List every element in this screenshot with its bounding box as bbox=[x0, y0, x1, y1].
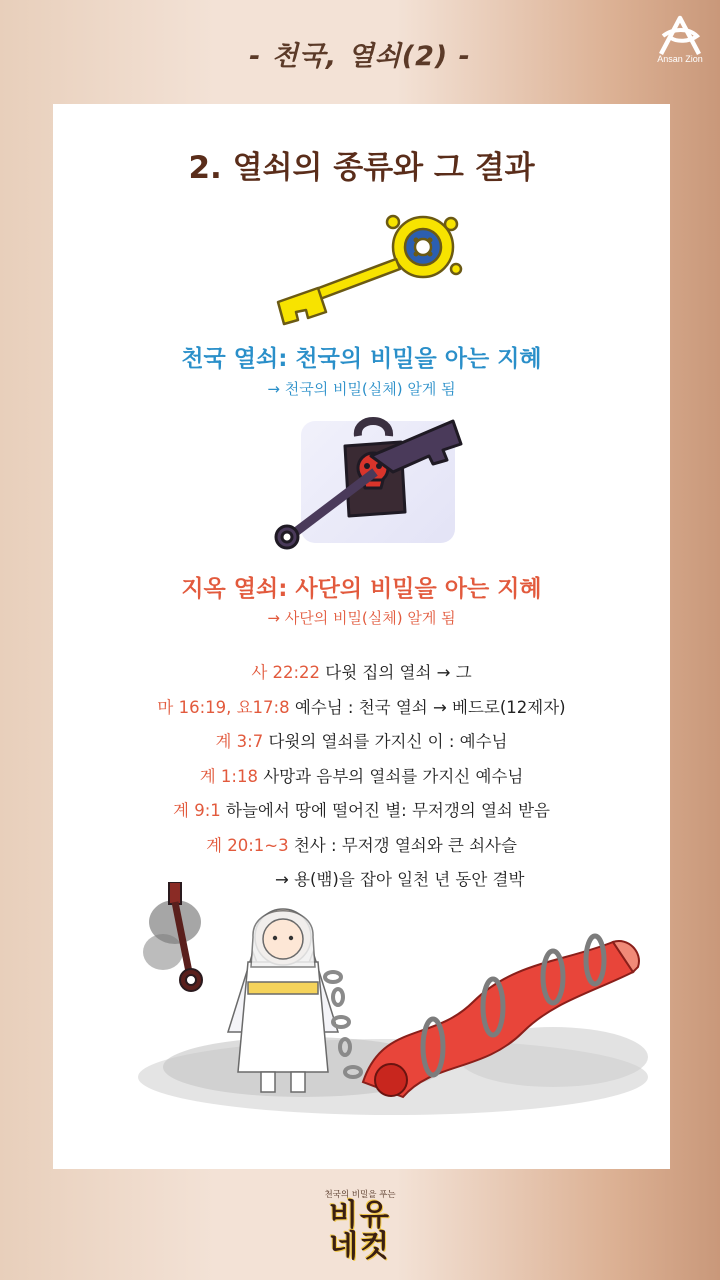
reference-citation: 계 20:1~3 bbox=[206, 835, 289, 855]
hell-key-result: → 사단의 비밀(실체) 알게 됨 bbox=[267, 609, 456, 627]
footer-title-line2: 네컷 bbox=[329, 1229, 391, 1264]
reference-text: 천사 : 무저갱 열쇠와 큰 쇠사슬 bbox=[288, 835, 517, 855]
reference-text: 하늘에서 땅에 떨어진 별: 무저갱의 열쇠 받음 bbox=[220, 801, 550, 820]
hell-key-icon bbox=[263, 416, 463, 551]
reference-citation: 계 9:1 bbox=[173, 801, 221, 820]
heaven-key-result: → 천국의 비밀(실체) 알게 됨 bbox=[267, 380, 456, 398]
footer-tagline: 천국의 비밀을 푸는 bbox=[324, 1190, 396, 1200]
reference-line bbox=[53, 829, 670, 864]
section-title: 2. 열쇠의 종류와 그 결과 bbox=[188, 150, 535, 186]
reference-citation: 계 1:18 bbox=[199, 766, 258, 786]
scripture-references bbox=[53, 656, 670, 898]
footer-logo bbox=[290, 1188, 430, 1262]
logo-text: Ansan Zion bbox=[657, 54, 703, 64]
content-card bbox=[53, 104, 670, 1169]
header-title: - 천국, 열쇠(2) - bbox=[249, 41, 471, 72]
golden-key-icon bbox=[268, 214, 468, 329]
reference-line bbox=[53, 656, 670, 691]
reference-line bbox=[53, 794, 670, 829]
reference-line bbox=[53, 691, 670, 726]
zion-logo-icon bbox=[653, 14, 707, 56]
reference-text: → 용(뱀)을 잡아 일천 년 동안 결박 bbox=[275, 870, 525, 889]
reference-citation: 계 3:7 bbox=[215, 732, 264, 751]
heaven-key-heading: 천국 열쇠: 천국의 비밀을 아는 지혜 bbox=[181, 346, 542, 372]
reference-line bbox=[53, 725, 670, 760]
hell-key-heading: 지옥 열쇠: 사단의 비밀을 아는 지혜 bbox=[181, 576, 542, 602]
reference-text: 사망과 음부의 열쇠를 가지신 예수님 bbox=[257, 766, 524, 786]
reference-text: 다윗 집의 열쇠 → 그 bbox=[320, 663, 472, 682]
reference-citation: 마 16:19, 요17:8 bbox=[157, 697, 290, 717]
reference-text: 예수님 : 천국 열쇠 → 베드로(12제자) bbox=[289, 697, 566, 717]
angel-binding-dragon-illustration bbox=[133, 882, 653, 1122]
reference-citation: 사 22:22 bbox=[251, 663, 321, 682]
ansan-zion-logo bbox=[652, 14, 708, 64]
footer-title-line1: 비유 bbox=[329, 1198, 391, 1233]
reference-text: 다윗의 열쇠를 가지신 이 : 예수님 bbox=[263, 732, 508, 751]
reference-line bbox=[53, 760, 670, 795]
